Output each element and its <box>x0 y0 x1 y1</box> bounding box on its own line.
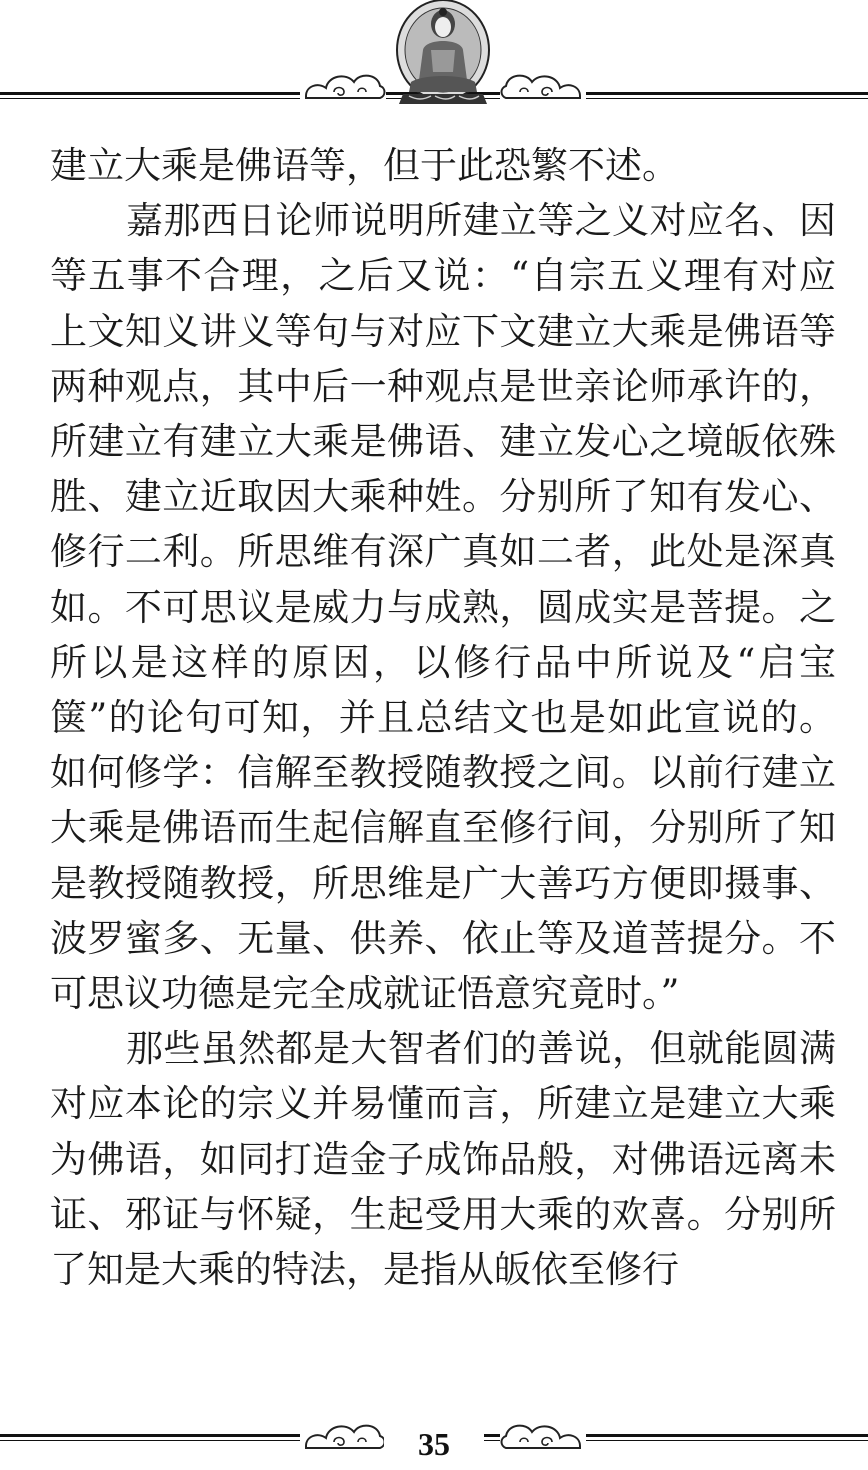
right-cloud-ornament-icon <box>500 68 586 102</box>
footer-right-cloud-ornament-icon <box>500 1418 586 1452</box>
paragraph: 那些虽然都是大智者们的善说，但就能圆满对应本论的宗义并易懂而言，所建立是建立大乘为佛语，如同打造金子成饰品般，对佛语远离未证、邪证与怀疑，生起受用大乘的欢喜。分别所了知是大乘的特法，是指从皈依至修行 <box>50 1027 836 1292</box>
left-cloud-ornament-icon <box>300 68 386 102</box>
paragraph: 建立大乘是佛语等，但于此恐繁不述。 <box>50 144 679 187</box>
buddha-emblem-icon <box>393 0 493 112</box>
page-number: 35 <box>384 1424 484 1464</box>
body-text <box>50 138 836 1297</box>
paragraph: 嘉那西日论师说明所建立等之义对应名、因等五事不合理，之后又说：“自宗五义理有对应上文知义讲义等句与对应下文建立大乘是佛语等两种观点，其中后一种观点是世亲论师承许的，所建立有建立大乘是佛语、建立发心之境皈依殊胜、建立近取因大乘种姓。分别所了知有发心、修行二利。所思维有深广真如二者，此处是深真如。不可思议是威力与成熟，圆成实是菩提。之所以是这样的原因，以修行品中所说及“启宝箧”的论句可知，并且总结文也是如此宣说的。如何修学：信解至教授随教授之间。以前行建立大乘是佛语而生起信解直至修行间，分别所了知是教授随教授，所思维是广大善巧方便即摄事、波罗蜜多、无量、供养、依止等及道菩提分。不可思议功德是完全成就证悟意究竟时。” <box>50 199 836 1016</box>
footer-left-cloud-ornament-icon <box>300 1418 386 1452</box>
